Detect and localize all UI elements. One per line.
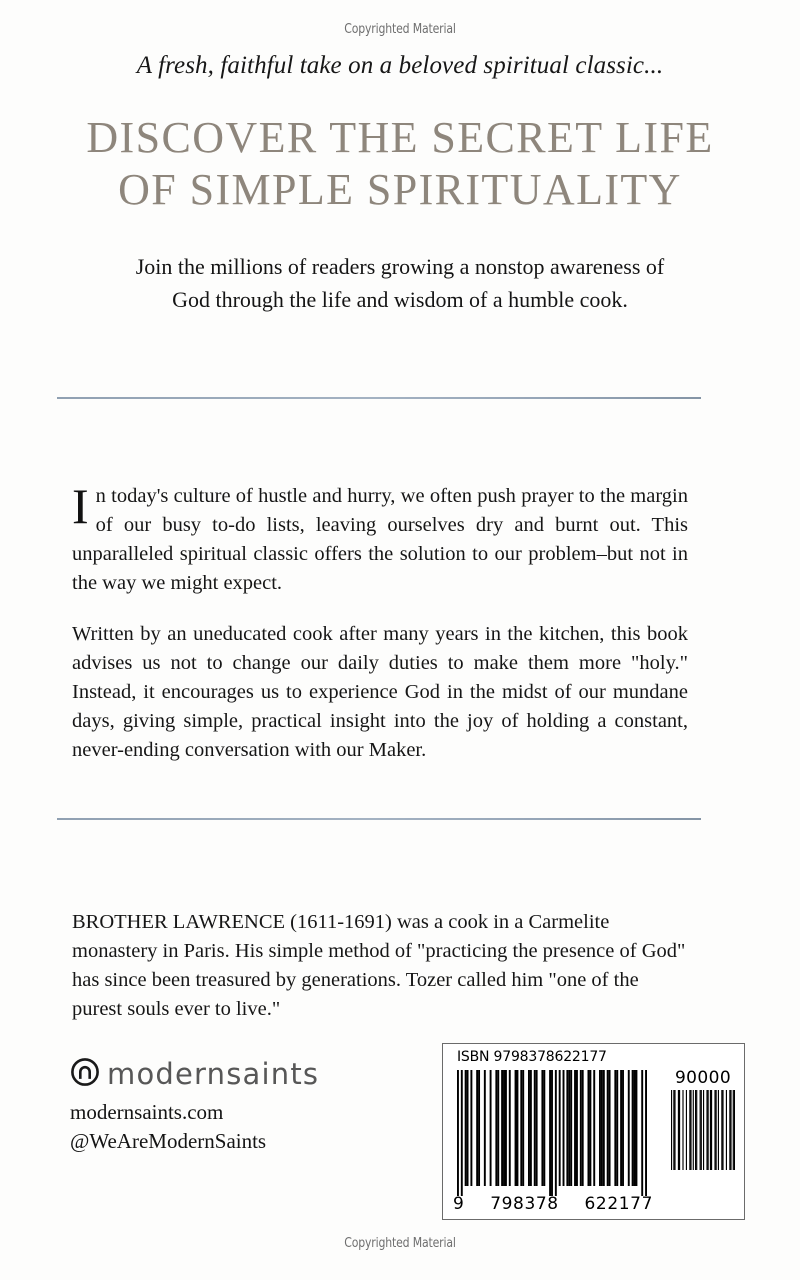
- deck-line-1: Join the millions of readers growing a nonstop awareness of: [135, 254, 665, 279]
- publisher-contact: [70, 1098, 400, 1156]
- deck-line-2: God through the life and wisdom of a humble cook.: [172, 287, 628, 312]
- publisher-social-handle[interactable]: @WeAreModernSaints: [70, 1129, 267, 1153]
- modernsaints-circle-n-logo-icon: [70, 1057, 100, 1092]
- ean13-digits: [453, 1194, 653, 1214]
- copyright-watermark-top: Copyrighted Material: [344, 22, 456, 37]
- divider-rule-top: [57, 397, 701, 399]
- page-title: [30, 112, 770, 216]
- ean-digit-group-2: 798378: [490, 1194, 559, 1214]
- deck-text: [95, 250, 705, 316]
- ean-digit-group-3: 622177: [584, 1194, 653, 1214]
- brand-wordmark: modernsaints: [107, 1056, 320, 1091]
- publisher-website[interactable]: modernsaints.com: [70, 1100, 224, 1124]
- barcode: [442, 1043, 745, 1220]
- copyright-watermark-bottom: Copyrighted Material: [344, 1236, 456, 1251]
- blurb-body: [72, 478, 688, 765]
- publisher-block: [70, 1056, 400, 1156]
- ean13-barcode-bars: [457, 1070, 647, 1196]
- headline-line-2: OF SIMPLE SPIRITUALITY: [118, 165, 682, 214]
- barcode-addon-label: 90000: [674, 1068, 732, 1088]
- tagline: A fresh, faithful take on a beloved spiritual classic...: [136, 52, 664, 79]
- headline-line-1: DISCOVER THE SECRET LIFE: [86, 113, 714, 162]
- ean5-addon-barcode-bars: [671, 1090, 735, 1170]
- isbn-label: ISBN 9798378622177: [457, 1049, 607, 1065]
- brand-row: [70, 1056, 400, 1092]
- author-bio: BROTHER LAWRENCE (1611-1691) was a cook in a Carmelite monastery in Paris. His simple method of "practicing the presence of God" has since been treasured by generations. Tozer called him "one of the purest souls ever to live.": [72, 911, 686, 1020]
- blurb-paragraph-1: In today's culture of hustle and hurry, we often push prayer to the margin of our busy to-do lists, leaving ourselves dry and burnt out. This unparalleled spiritual classic offers the solution to our problem–but not in the way we might expect.: [72, 478, 688, 594]
- ean-digit-group-1: 9: [453, 1194, 465, 1214]
- blurb-paragraph-2: Written by an uneducated cook after many years in the kitchen, this book advises us not to change our daily duties to make them more "holy." Instead, it encourages us to experience God in the midst of our mundane days, giving simple, practical insight into the joy of holding a constant, never-ending conversation with our Maker.: [72, 623, 688, 761]
- divider-rule-bottom: [57, 818, 701, 820]
